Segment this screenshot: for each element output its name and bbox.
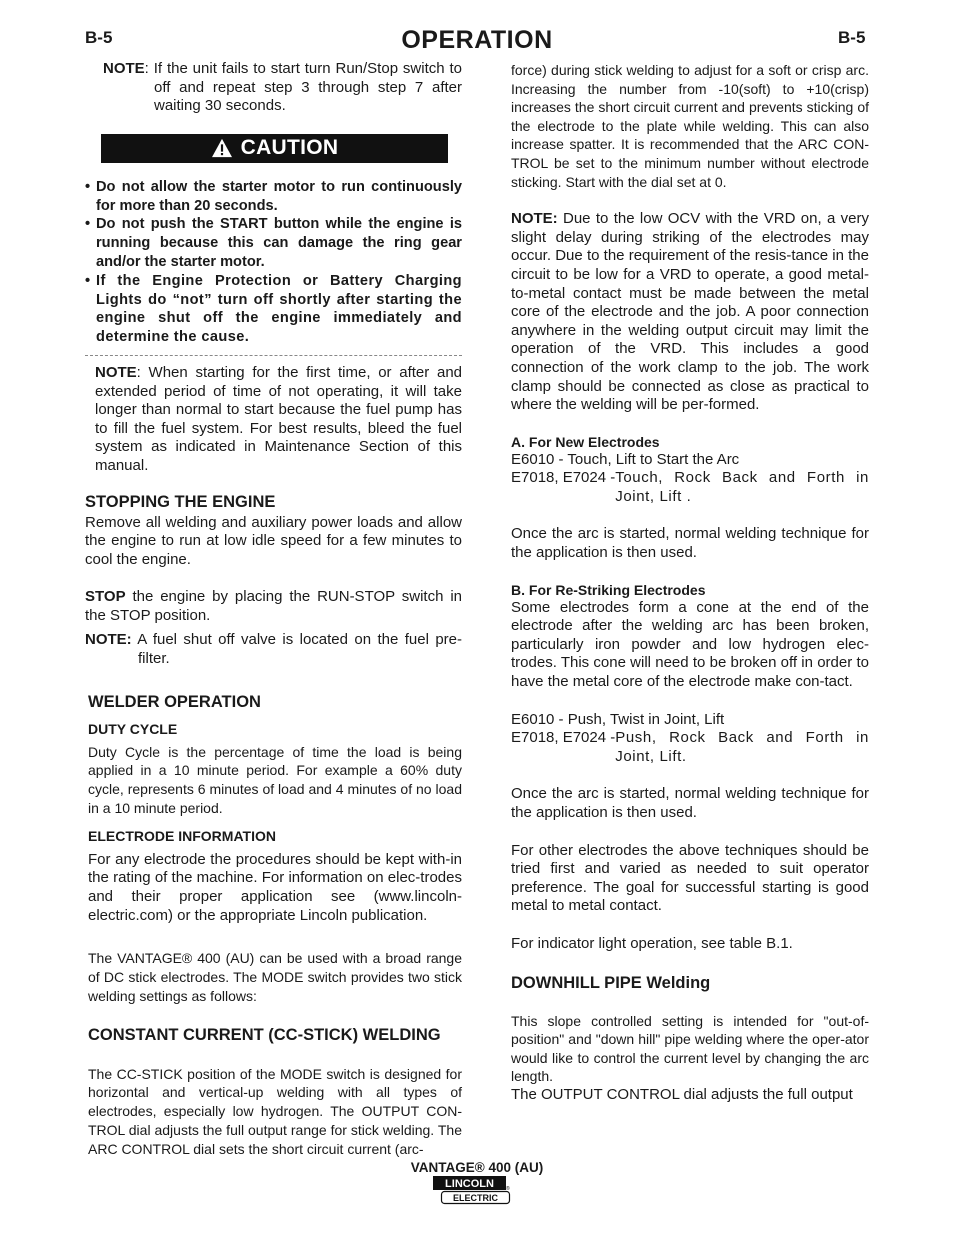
paragraph: Once the arc is started, normal welding technique for the application is then used. <box>511 785 869 821</box>
paragraph: Once the arc is started, normal welding technique for the application is then used. <box>511 525 869 562</box>
paragraph: The CC-STICK position of the MODE switch is designed for horizontal and vertical-up welding with all types of electrodes, especially low hydrogen. The OUTPUT CON-TROL dial adjusts the full output range for stick welding. The ARC CONTROL dial sets the short circuit current (arc- <box>88 1065 462 1157</box>
paragraph: This slope controlled setting is intended for "out-of-position" and "down hill" pipe welding where the oper-ator would like to control the current level by changing the arc length. <box>511 1012 869 1085</box>
section-heading-downhill: DOWNHILL PIPE Welding <box>511 973 711 992</box>
electrode-line: E6010 - Push, Twist in Joint, Lift <box>511 710 725 728</box>
subheading-new-electrodes: A. For New Electrodes <box>511 433 660 450</box>
right-column <box>511 60 869 1105</box>
caution-item: • Do not allow the starter motor to run continuously for more than 20 seconds. <box>85 178 462 214</box>
note-label: NOTE: <box>511 210 558 228</box>
svg-text:LINCOLN: LINCOLN <box>445 1178 494 1190</box>
page-number-right: B-5 <box>838 28 866 47</box>
paragraph: For other electrodes the above techniques should be tried first and varied as needed to suit operator preference. The goal for successful starting is good metal to metal contact. <box>511 841 869 915</box>
caution-list <box>85 178 462 347</box>
divider <box>85 355 462 356</box>
note-label: NOTE <box>103 60 145 77</box>
electrode-line: E6010 - Touch, Lift to Start the Arc <box>511 450 740 468</box>
subheading-restriking: B. For Re-Striking Electrodes <box>511 581 706 598</box>
section-heading-stopping: STOPPING THE ENGINE <box>85 492 276 511</box>
paragraph: Remove all welding and auxiliary power loads and allow the engine to run at low idle speed for a few minutes to cool the engine. <box>85 513 462 568</box>
left-column <box>85 60 462 1159</box>
electrode-line: E7018, E7024 - Touch, Rock Back and Forth in Joint, Lift . <box>511 469 869 505</box>
section-heading-welder: WELDER OPERATION <box>88 692 261 711</box>
svg-text:®: ® <box>506 1186 510 1192</box>
page-number-left: B-5 <box>85 28 113 47</box>
page-title: OPERATION <box>401 26 553 54</box>
subheading-electrode: ELECTRODE INFORMATION <box>88 827 276 844</box>
note-text: : When starting for the first time, or after and extended period of time of not operating, it will take longer than normal to start because the fuel pump has to fill the fuel system. For best results, bleed the fuel system as indicated in Maintenance Section of this manual. <box>95 363 462 474</box>
paragraph-arc-force: force) during stick welding to adjust for a soft or crisp arc. Increasing the number from -10(soft) to +10(crisp) increases the short circuit current and prevents sticking of the electrode to the plate while welding. This can also increase spatter. It is recommended that the ARC CON-TROL be set to the minimum number without electrode sticking. Start with the dial set at 0. <box>511 62 869 190</box>
caution-banner <box>101 134 448 163</box>
svg-text:ELECTRIC: ELECTRIC <box>453 1193 498 1203</box>
subheading-duty-cycle: DUTY CYCLE <box>88 720 178 737</box>
caution-label: CAUTION <box>240 136 339 160</box>
paragraph-stop: STOP the engine by placing the RUN-STOP switch in the STOP position. <box>85 588 462 624</box>
paragraph: For any electrode the procedures should be kept with-in the rating of the machine. For information on elec-trodes and their proper application see (www.lincoln-electric.com) or the appropriate Lincoln publication. <box>88 850 462 924</box>
note-label: NOTE <box>95 363 137 381</box>
footer-model-name: VANTAGE® 400 (AU) <box>410 1160 544 1175</box>
note-restart <box>85 60 462 116</box>
paragraph: Duty Cycle is the percentage of time the load is being applied in a 10 minute period. For example a 60% duty cycle, represents 6 minutes of load and 4 minutes of no load in a 10 minute period. <box>88 743 462 817</box>
electrode-line: E7018, E7024 - Push, Rock Back and Forth in Joint, Lift. <box>511 729 869 765</box>
note-vrd: NOTE: Due to the low OCV with the VRD on, a very slight delay during striking of the electrodes may occur. Due to the requirement of the resis-tance in the circuit to be low for a VRD to operate, a good metal-to-metal contact must be made between the metal core of the electrode and the job. A poor connection anywhere in the welding output circuit may limit the operation of the VRD. This includes a good connection of the work clamp to the job. The work clamp should be connected as close as practical to where the welding will be per-formed. <box>511 210 869 414</box>
note-label: NOTE: <box>85 631 132 649</box>
paragraph: Some electrodes form a cone at the end of the electrode after the welding arc has been broken, particularly iron powder and low hydrogen elec-trodes. This cone will need to be broken off in order to have the metal core of the electrode make con-tact. <box>511 598 869 691</box>
section-heading-cc: CONSTANT CURRENT (CC-STICK) WELDING <box>88 1025 441 1044</box>
paragraph: For indicator light operation, see table B.1. <box>511 934 793 952</box>
note-first-start <box>95 364 462 476</box>
warning-triangle-icon <box>211 138 233 158</box>
paragraph: The VANTAGE® 400 (AU) can be used with a broad range of DC stick electrodes. The MODE switch provides two stick welding settings as follows: <box>88 950 462 1004</box>
caution-item: • Do not push the START button while the engine is running because this can damage the ring gear and/or the starter motor. <box>85 216 462 270</box>
paragraph: The OUTPUT CONTROL dial adjusts the full output <box>511 1085 853 1103</box>
stop-label: STOP <box>85 588 126 606</box>
note-text: : If the unit fails to start turn Run/Stop switch to off and repeat step 3 through step 7 after waiting 30 seconds. <box>144 60 462 115</box>
lincoln-electric-logo <box>433 1176 511 1205</box>
welder-operation-section <box>88 693 462 1159</box>
caution-item: • If the Engine Protection or Battery Charging Lights do “not” turn off shortly after starting the engine shut off the engine immediately and determine the cause. <box>85 272 462 346</box>
note-fuel-valve: NOTE: A fuel shut off valve is located on the fuel pre-filter. <box>85 631 462 668</box>
